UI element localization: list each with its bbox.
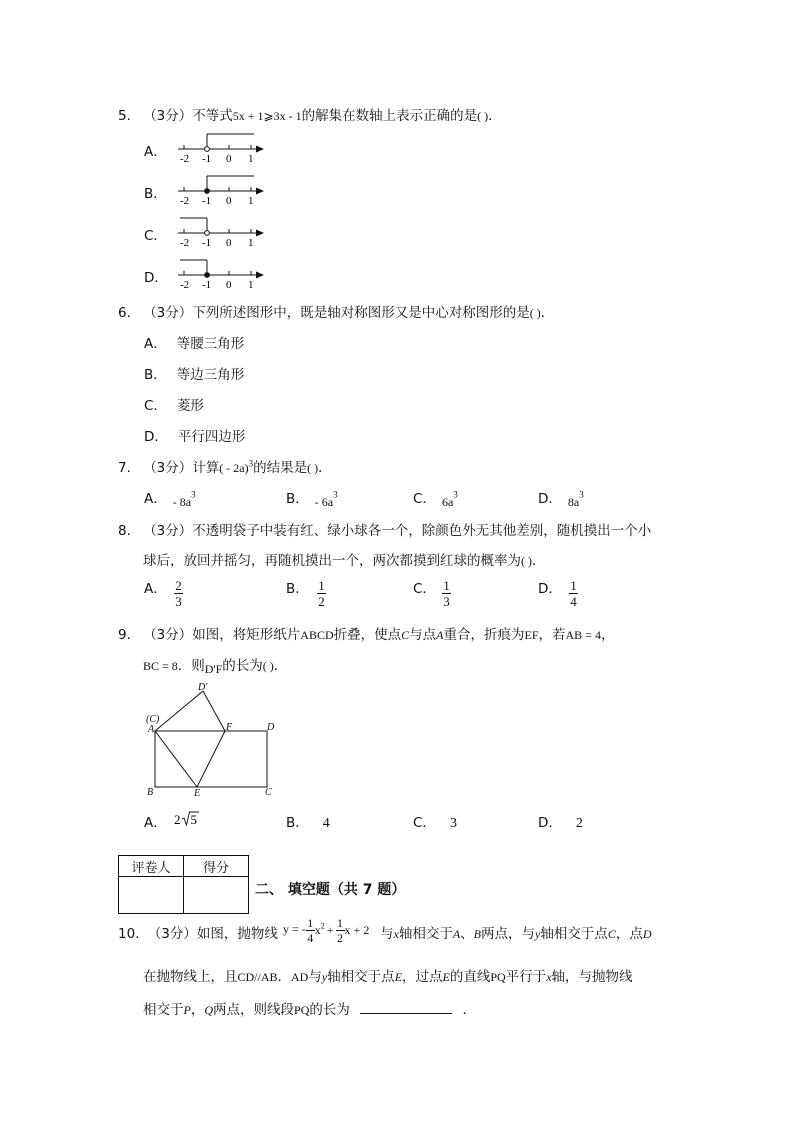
question-10-stem-line2: 在抛物线上，且CD//AB．AD与y轴相交于点E，过点E的直线PQ平行于x轴，与抛物线 (143, 969, 633, 985)
score-table (118, 855, 249, 914)
fraction: $\frac{1}{2}$ (318, 578, 325, 609)
label-f: F (226, 722, 233, 733)
tick-label: 0 (226, 279, 232, 290)
answer-blank[interactable] (360, 1001, 452, 1014)
option-b: B． 等边三角形 (144, 367, 245, 383)
label-c: C (265, 787, 272, 798)
tick-label: -1 (202, 195, 212, 206)
label-c-paren: (C) (146, 714, 160, 725)
tick-label: -2 (180, 237, 190, 248)
label-e: E (194, 788, 201, 799)
label-d: D (267, 722, 275, 733)
parabola-equation: y = - $\frac{1}{4}$ $x^2$ + $\frac{1}{2}$ x + 2 (283, 916, 370, 945)
score-table-cell[interactable] (184, 877, 249, 914)
option-label: C． (144, 228, 167, 244)
option-label: A． (144, 144, 167, 160)
question-7-stem: 7. （3分）计算( - 2a)$^3$的结果是( )． (118, 458, 332, 476)
fraction: $\frac{2}{3}$ (175, 578, 182, 609)
tick-label: 1 (248, 195, 254, 206)
tick-label: -1 (202, 237, 212, 248)
question-8-stem-line2: 球后，放回并摇匀，再随机摸出一个，两次都摸到红球的概率为( )． (143, 553, 546, 569)
number-line-a (172, 130, 272, 164)
tick-label: -2 (180, 195, 190, 206)
section-2-heading: 二、 填空题（共 7 题） (255, 882, 406, 898)
question-10-stem-cont: 与x轴相交于A、B两点，与y轴相交于点C，点D (380, 926, 652, 942)
option-a: A． 等腰三角形 (144, 336, 245, 352)
option-d: D． (538, 581, 562, 597)
option-c: C． $6a^3$ (413, 489, 458, 509)
option-d: D． 平行四边形 (144, 429, 246, 445)
tick-label: -2 (180, 153, 190, 164)
option-label: B． (144, 186, 167, 202)
label-a: A (148, 724, 155, 735)
question-number: 9. (118, 627, 131, 643)
question-number: 10. (118, 926, 140, 942)
tick-label: 1 (248, 279, 254, 290)
number-line-b (172, 172, 272, 206)
fraction: $\frac{1}{4}$ (570, 578, 577, 609)
option-c: C． 菱形 (144, 398, 204, 414)
option-d: D． 2 (538, 815, 583, 831)
option-b: B． 4 (286, 815, 330, 831)
question-6-stem: 6. （3分）下列所述图形中，既是轴对称图形又是中心对称图形的是( )． (118, 305, 555, 321)
label-d-prime: D' (198, 682, 208, 693)
label-b: B (147, 787, 154, 798)
option-c: C． (413, 581, 436, 597)
option-a: A． (144, 815, 167, 831)
option-c: C． 3 (413, 815, 457, 831)
fold-figure (140, 680, 280, 800)
option-a: A． - $8a^3$ (144, 489, 196, 509)
question-number: 5. (118, 108, 131, 124)
tick-label: 1 (248, 237, 254, 248)
question-number: 6. (118, 305, 131, 321)
option-a: A． (144, 581, 167, 597)
tick-label: 1 (248, 153, 254, 164)
tick-label: -1 (202, 153, 212, 164)
tick-label: 0 (226, 195, 232, 206)
svg-text:5: 5 (190, 812, 197, 827)
question-9-stem-line2: BC = 8．则D'F的长为( )． (143, 658, 288, 676)
tick-label: -2 (180, 279, 190, 290)
tick-label: -1 (202, 279, 212, 290)
score-table-cell[interactable] (119, 877, 184, 914)
question-8-stem: 8. （3分）不透明袋子中装有红、绿小球各一个，除颜色外无其他差别，随机摸出一个小 (118, 523, 652, 539)
question-number: 8. (118, 523, 131, 539)
option-label: D． (144, 270, 168, 286)
option-d: D． $8a^3$ (538, 489, 584, 509)
tick-label: 0 (226, 153, 232, 164)
tick-label: 0 (226, 237, 232, 248)
question-number: 7. (118, 460, 131, 476)
fraction: $\frac{1}{3}$ (443, 578, 450, 609)
number-line-d (172, 256, 272, 290)
score-table-header-score: 得分 (184, 856, 249, 877)
svg-text:2: 2 (174, 812, 181, 827)
question-5-stem: 5. （3分）不等式5x + 1⩾3x - 1的解集在数轴上表示正确的是( )． (118, 108, 502, 124)
option-b: B． - $6a^3$ (286, 489, 338, 509)
question-10-stem-line3: 相交于P，Q两点，则线段PQ的长为 ． (143, 1002, 476, 1018)
option-a-radical (172, 808, 202, 830)
option-b: B． (286, 581, 309, 597)
score-table-header-grader: 评卷人 (119, 856, 184, 877)
question-9-stem: 9. （3分）如图，将矩形纸片ABCD折叠，使点C与点A重合，折痕为EF，若AB = 4， (118, 627, 615, 643)
question-10-stem: 10. （3分）如图，抛物线 (118, 926, 278, 942)
number-line-c (172, 214, 272, 248)
